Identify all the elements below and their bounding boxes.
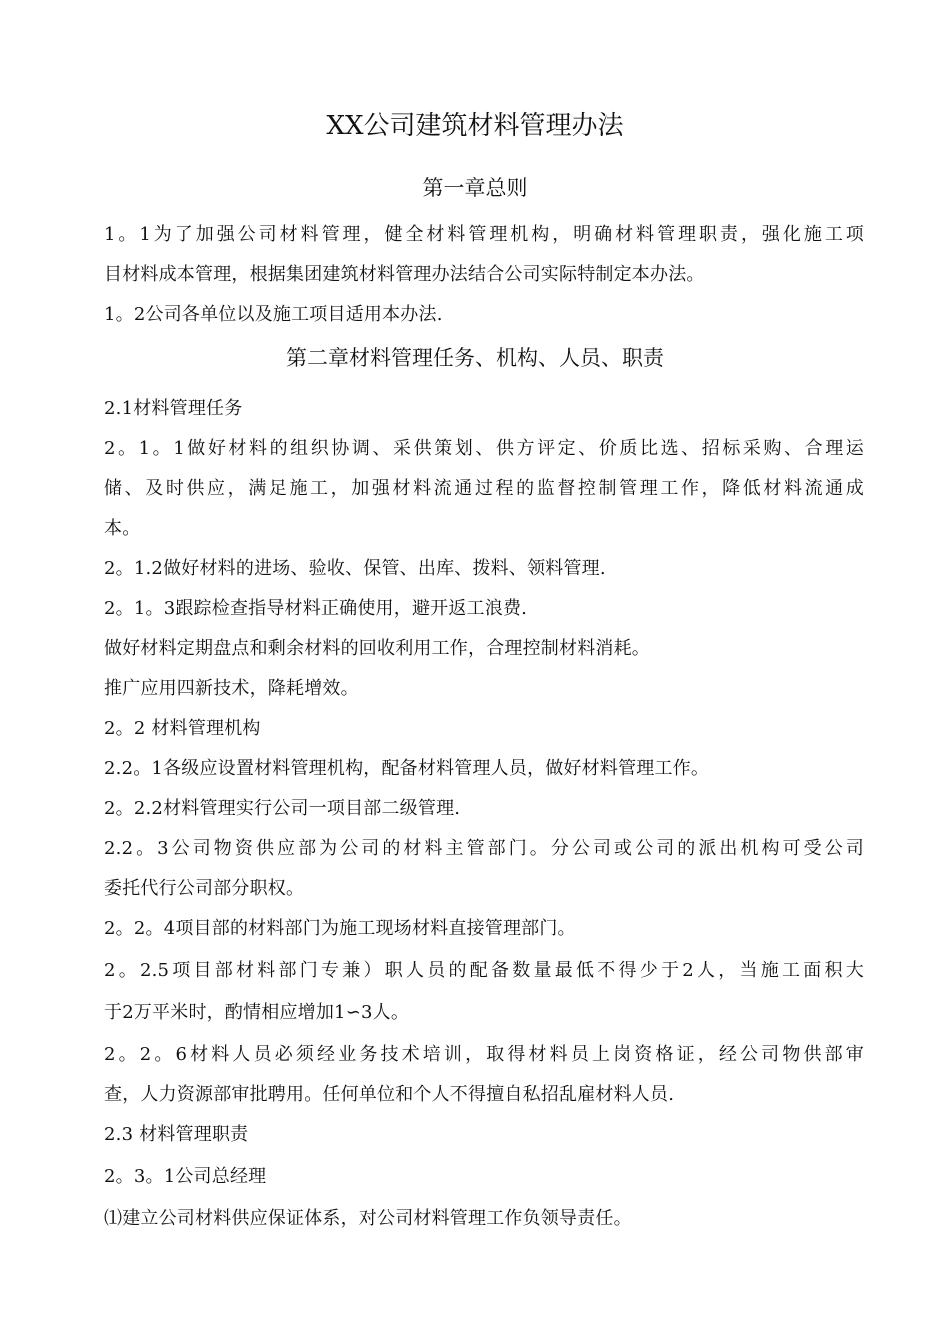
chapter-1-heading: 第一章总则 bbox=[422, 176, 528, 200]
chapter-2-heading: 第二章材料管理任务、机构、人员、职责 bbox=[286, 346, 664, 370]
paragraph-line: 委托代行公司部分职权。 bbox=[104, 878, 305, 899]
paragraph-line: 2.2。3公司物资供应部为公司的材料主管部门。分公司或公司的派出机构可受公司 bbox=[104, 838, 864, 859]
paragraph-line: ⑴建立公司材料供应保证体系，对公司材料管理工作负领导责任。 bbox=[104, 1208, 632, 1229]
document-title: XX公司建筑材料管理办法 bbox=[326, 111, 624, 141]
paragraph-line: 储、及时供应，满足施工，加强材料流通过程的监督控制管理工作，降低材料流通成 bbox=[104, 478, 864, 499]
paragraph-line: 2。1。3跟踪检查指导材料正确使用，避开返工浪费. bbox=[104, 598, 528, 619]
section-heading: 2。2 材料管理机构 bbox=[104, 718, 261, 739]
paragraph-line: 2。1.2做好材料的进场、验收、保管、出库、拨料、领料管理. bbox=[104, 558, 606, 579]
paragraph-line: 2。2.5项目部材料部门专兼）职人员的配备数量最低不得少于2人，当施工面积大 bbox=[104, 960, 864, 981]
section-heading: 2.3 材料管理职责 bbox=[104, 1124, 249, 1145]
paragraph-line: 1。1为了加强公司材料管理，健全材料管理机构，明确材料管理职责，强化施工项 bbox=[104, 224, 864, 245]
paragraph-line: 2。3。1公司总经理 bbox=[104, 1166, 267, 1187]
paragraph-line: 2。2。6材料人员必须经业务技术培训，取得材料员上岗资格证，经公司物供部审 bbox=[104, 1044, 864, 1065]
paragraph-line: 推广应用四新技术，降耗增效。 bbox=[104, 678, 359, 699]
paragraph-line: 2。2。4项目部的材料部门为施工现场材料直接管理部门。 bbox=[104, 918, 576, 939]
paragraph-line: 于2万平米时，酌情相应增加1∽3人。 bbox=[104, 1002, 410, 1023]
section-heading: 2.1材料管理任务 bbox=[104, 398, 243, 419]
paragraph-line: 2.2。1各级应设置材料管理机构，配备材料管理人员，做好材料管理工作。 bbox=[104, 758, 710, 779]
paragraph-line: 目材料成本管理，根据集团建筑材料管理办法结合公司实际特制定本办法。 bbox=[104, 264, 705, 285]
paragraph-line: 2。1。1做好材料的组织协调、采供策划、供方评定、价质比选、招标采购、合理运 bbox=[104, 438, 864, 459]
paragraph-line: 1。2公司各单位以及施工项目适用本办法. bbox=[104, 304, 443, 325]
paragraph-line: 2。2.2材料管理实行公司一项目部二级管理. bbox=[104, 798, 461, 819]
paragraph-line: 做好材料定期盘点和剩余材料的回收利用工作，合理控制材料消耗。 bbox=[104, 638, 650, 659]
paragraph-line: 查，人力资源部审批聘用。任何单位和个人不得擅自私招乱雇材料人员. bbox=[104, 1084, 675, 1105]
paragraph-line: 本。 bbox=[104, 518, 141, 539]
